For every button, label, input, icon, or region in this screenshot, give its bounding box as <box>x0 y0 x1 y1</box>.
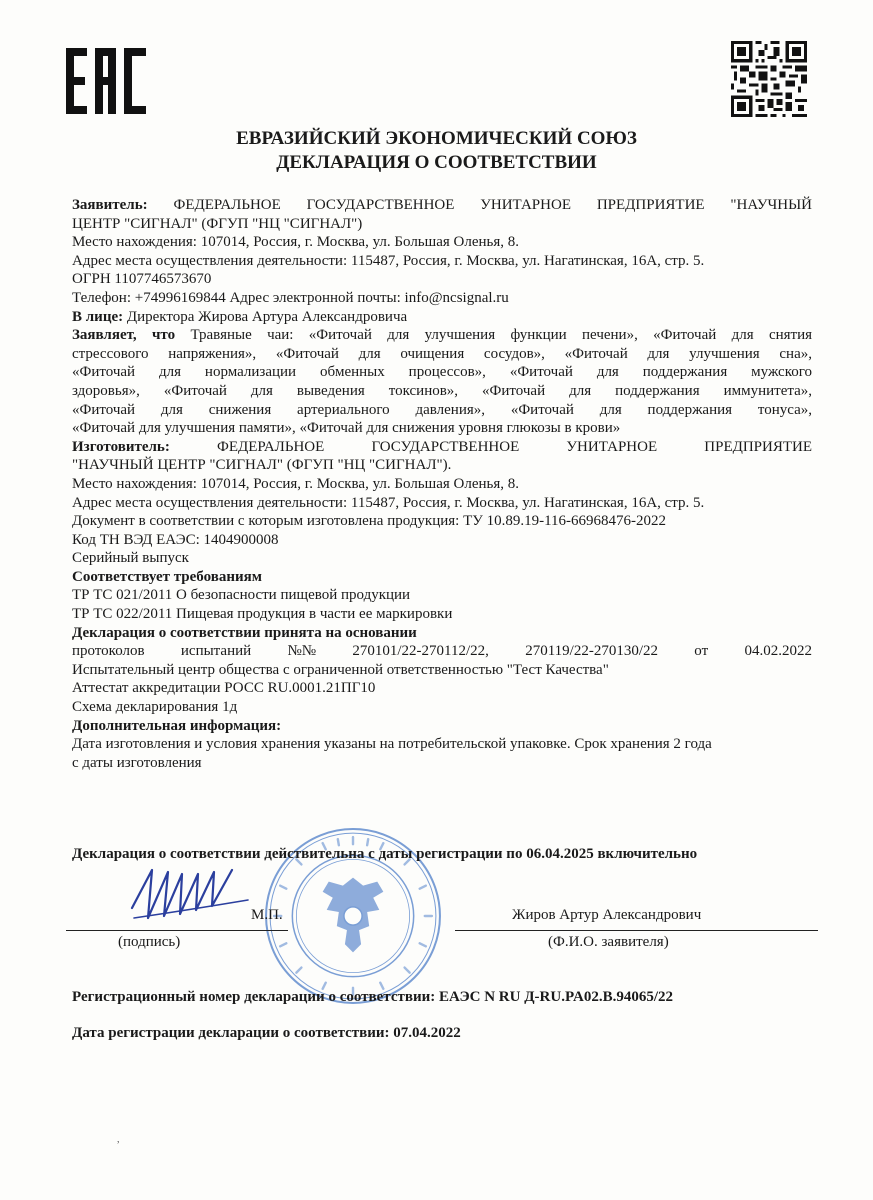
requirement-item-2: ТР ТС 022/2011 Пищевая продукция в части ее маркировки <box>72 606 453 623</box>
declares-text-3: «Фиточай для нормализации обменных процессов», «Фиточай для поддержания мужского <box>72 364 812 381</box>
applicant-contacts: Телефон: +74996169844 Адрес электронной почты: info@ncsignal.ru <box>72 289 509 306</box>
manufacturer-label: Изготовитель: <box>72 438 170 455</box>
scan-speck: , <box>117 1134 120 1145</box>
manufacturer-name-1: ФЕДЕРАЛЬНОЕ ГОСУДАРСТВЕННОЕ УНИТАРНОЕ ПРЕДПРИЯТИЕ <box>217 438 813 455</box>
declares-text-1: Травяные чаи: «Фиточай для улучшения функции печени», «Фиточай для снятия <box>190 327 813 344</box>
declares-text-5: «Фиточай для снижения артериального давления», «Фиточай для поддержания тонуса», <box>72 401 812 418</box>
manufacturer-name-2: "НАУЧНЫЙ ЦЕНТР "СИГНАЛ" (ФГУП "НЦ "СИГНАЛ"). <box>72 457 452 474</box>
protocol-date: 04.02.2022 <box>744 643 812 660</box>
declaration-title: ДЕКЛАРАЦИЯ О СООТВЕТСТВИИ <box>276 152 597 173</box>
basis-lab: Испытательный центр общества с ограниченной ответственностью "Тест Качества" <box>72 661 609 678</box>
additional-line1: Дата изготовления и условия хранения указаны на потребительской упаковке. Срок хранения 2 года <box>72 736 712 753</box>
qr-code <box>731 41 807 117</box>
protocol-word-from: от <box>694 643 709 660</box>
handwritten-signature <box>128 860 254 930</box>
protocol-word-2: испытаний <box>180 643 252 660</box>
applicant-label: Заявитель: <box>72 197 148 213</box>
manufacturer-document: Документ в соответствии с которым изготовлена продукция: ТУ 10.89.19-116-66968476-2022 <box>72 513 667 530</box>
applicant-line1 <box>72 196 812 215</box>
applicant-ogrn: ОГРН 1107746573670 <box>72 271 212 288</box>
union-title: ЕВРАЗИЙСКИЙ ЭКОНОМИЧЕСКИЙ СОЮЗ <box>236 128 637 149</box>
basis-scheme: Схема декларирования 1д <box>72 699 238 716</box>
declares-line1 <box>72 326 812 345</box>
declares-text-2: стрессового напряжения», «Фиточай для очищения сосудов», «Фиточай для улучшения сна», <box>72 345 812 362</box>
signature-line <box>66 930 288 931</box>
name-caption: (Ф.И.О. заявителя) <box>548 934 669 950</box>
declares-text-4: здоровья», «Фиточай для выведения токсинов», «Фиточай для поддержания иммунитета», <box>72 382 812 399</box>
stamp-place-label: М.П. <box>251 907 283 923</box>
signature-caption: (подпись) <box>118 934 181 950</box>
basis-heading-text: Декларация о соответствии принята на основании <box>72 624 417 641</box>
applicant-activity-address: Адрес места осуществления деятельности: 115487, Россия, г. Москва, ул. Нагатинская, 16А, стр. 5. <box>72 252 705 269</box>
protocol-range-2: 270119/22-270130/22 <box>525 643 658 660</box>
document-body <box>72 196 812 772</box>
eac-logo <box>66 48 146 114</box>
additional-heading-text: Дополнительная информация: <box>72 717 282 734</box>
requirements-heading-text: Соответствует требованиям <box>72 568 262 585</box>
declares-label: Заявляет, что <box>72 327 176 344</box>
registration-date: Дата регистрации декларации о соответствии: 07.04.2022 <box>72 1025 461 1041</box>
manufacturer-activity-address: Адрес места осуществления деятельности: 115487, Россия, г. Москва, ул. Нагатинская, 16А, стр. 5. <box>72 494 705 511</box>
requirement-item-1: ТР ТС 021/2011 О безопасности пищевой продукции <box>72 587 411 604</box>
name-line <box>455 930 818 931</box>
signer-name: Жиров Артур Александрович <box>512 907 702 923</box>
applicant-name-2: ЦЕНТР "СИГНАЛ" (ФГУП "НЦ "СИГНАЛ") <box>72 215 363 232</box>
protocol-word-1: протоколов <box>72 643 145 660</box>
person-label: В лице: <box>72 308 124 325</box>
manufacturer-line1 <box>72 438 812 457</box>
person-name: Директора Жирова Артура Александровича <box>126 308 408 325</box>
declares-text-6: «Фиточай для улучшения памяти», «Фиточай для снижения уровня глюкозы в крови» <box>72 420 621 437</box>
additional-line2: с даты изготовления <box>72 754 202 771</box>
applicant-person-line <box>72 308 812 327</box>
basis-accreditation: Аттестат аккредитации РОСС RU.0001.21ПГ10 <box>72 680 376 697</box>
additional-heading <box>72 717 812 736</box>
basis-protocols <box>72 642 812 661</box>
validity-statement: Декларация о соответствии действительна с даты регистрации по 06.04.2025 включительно <box>72 846 698 862</box>
protocol-range-1: 270101/22-270112/22, <box>352 643 489 660</box>
manufacturer-serial: Серийный выпуск <box>72 550 189 567</box>
applicant-location: Место нахождения: 107014, Россия, г. Москва, ул. Большая Оленья, 8. <box>72 234 519 251</box>
manufacturer-tn-ved: Код ТН ВЭД ЕАЭС: 1404900008 <box>72 531 279 548</box>
registration-number: Регистрационный номер декларации о соответствии: ЕАЭС N RU Д-RU.PA02.B.94065/22 <box>72 989 673 1005</box>
basis-heading <box>72 624 812 643</box>
requirements-heading <box>72 568 812 587</box>
manufacturer-location: Место нахождения: 107014, Россия, г. Москва, ул. Большая Оленья, 8. <box>72 475 519 492</box>
applicant-name-1: ФЕДЕРАЛЬНОЕ ГОСУДАРСТВЕННОЕ УНИТАРНОЕ ПРЕДПРИЯТИЕ "НАУЧНЫЙ <box>173 197 812 213</box>
protocol-word-3: №№ <box>287 643 317 660</box>
